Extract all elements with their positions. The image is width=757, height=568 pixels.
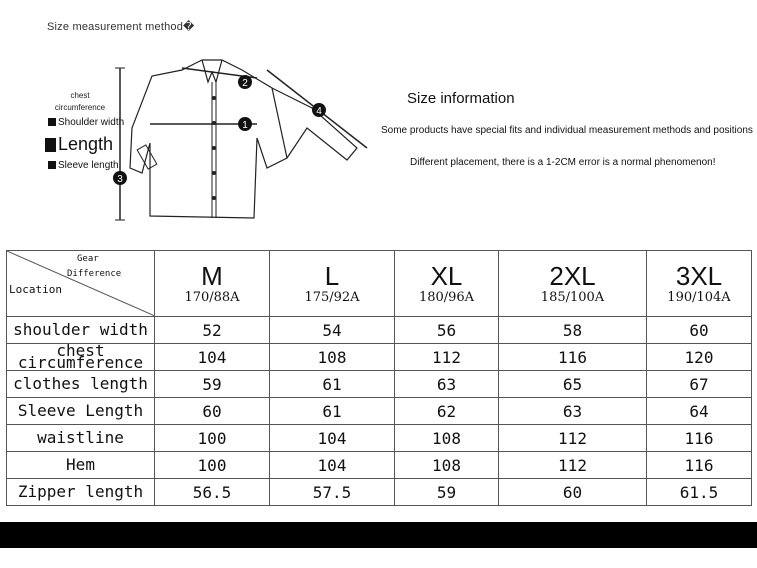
size-info-title: Size information bbox=[407, 90, 515, 107]
size-header-2xl: 2XL 185/100A bbox=[499, 251, 647, 317]
table-row bbox=[7, 452, 752, 479]
svg-text:2: 2 bbox=[242, 78, 248, 89]
square-icon bbox=[48, 118, 56, 126]
size-info-note-2: Different placement, there is a 1-2CM error is a normal phenomenon! bbox=[410, 157, 716, 168]
square-icon bbox=[45, 138, 56, 152]
table-cell: 54 bbox=[270, 317, 395, 344]
size-info-note-1: Some products have special fits and individual measurement methods and positions bbox=[381, 125, 753, 136]
square-icon bbox=[48, 161, 56, 169]
sleeve-label: Sleeve length bbox=[48, 160, 119, 171]
table-cell: 100 bbox=[155, 452, 270, 479]
table-cell: 104 bbox=[270, 425, 395, 452]
table-cell: 112 bbox=[499, 425, 647, 452]
table-cell: 62 bbox=[395, 398, 499, 425]
svg-text:4: 4 bbox=[316, 106, 322, 117]
row-label: clothes length bbox=[7, 371, 155, 398]
shoulder-label: Shoulder width bbox=[48, 117, 124, 128]
marker-1 bbox=[238, 117, 252, 131]
button-dot bbox=[212, 146, 216, 150]
table-cell: 61 bbox=[270, 398, 395, 425]
table-cell: 64 bbox=[647, 398, 752, 425]
size-table bbox=[6, 250, 752, 506]
table-cell: 100 bbox=[155, 425, 270, 452]
corner-gear-label: Gear bbox=[77, 254, 99, 264]
table-cell: 65 bbox=[499, 371, 647, 398]
table-corner-cell bbox=[7, 251, 155, 317]
table-cell: 120 bbox=[647, 344, 752, 371]
table-cell: 59 bbox=[155, 371, 270, 398]
button-dot bbox=[212, 171, 216, 175]
table-cell: 116 bbox=[647, 452, 752, 479]
size-header-3xl: 3XL 190/104A bbox=[647, 251, 752, 317]
table-row bbox=[7, 371, 752, 398]
marker-2 bbox=[238, 75, 252, 89]
button-dot bbox=[212, 196, 216, 200]
table-cell: 104 bbox=[270, 452, 395, 479]
table-cell: 58 bbox=[499, 317, 647, 344]
svg-text:3: 3 bbox=[117, 174, 123, 185]
table-cell: 56 bbox=[395, 317, 499, 344]
table-cell: 63 bbox=[395, 371, 499, 398]
button-dot bbox=[212, 96, 216, 100]
table-cell: 52 bbox=[155, 317, 270, 344]
row-label: Sleeve Length bbox=[7, 398, 155, 425]
size-header-m: M 170/88A bbox=[155, 251, 270, 317]
size-header-xl: XL 180/96A bbox=[395, 251, 499, 317]
shirt-cuff bbox=[137, 145, 157, 169]
row-label: shoulder width bbox=[7, 317, 155, 344]
table-row bbox=[7, 479, 752, 506]
table-row bbox=[7, 344, 752, 371]
table-cell: 112 bbox=[499, 452, 647, 479]
table-header-row bbox=[7, 251, 752, 317]
table-cell: 60 bbox=[155, 398, 270, 425]
table-row bbox=[7, 398, 752, 425]
shirt-outline bbox=[130, 60, 287, 218]
marker-3 bbox=[113, 171, 127, 185]
measurement-method-title: Size measurement method� bbox=[47, 21, 195, 33]
row-label: chest circumference bbox=[7, 344, 155, 371]
table-cell: 61.5 bbox=[647, 479, 752, 506]
table-cell: 116 bbox=[647, 425, 752, 452]
table-cell: 67 bbox=[647, 371, 752, 398]
chest-label: chest circumference bbox=[54, 91, 106, 112]
shirt-diagram bbox=[112, 48, 372, 228]
table-cell: 59 bbox=[395, 479, 499, 506]
table-cell: 108 bbox=[395, 452, 499, 479]
table-cell: 116 bbox=[499, 344, 647, 371]
table-row bbox=[7, 425, 752, 452]
length-label: Length bbox=[45, 134, 113, 155]
table-cell: 57.5 bbox=[270, 479, 395, 506]
svg-text:1: 1 bbox=[242, 120, 248, 131]
row-label: waistline bbox=[7, 425, 155, 452]
table-cell: 60 bbox=[499, 479, 647, 506]
row-label: Zipper length bbox=[7, 479, 155, 506]
table-cell: 104 bbox=[155, 344, 270, 371]
size-header-l: L 175/92A bbox=[270, 251, 395, 317]
corner-location-label: Location bbox=[9, 283, 62, 296]
table-cell: 108 bbox=[270, 344, 395, 371]
bottom-black-bar bbox=[0, 522, 757, 548]
row-label: Hem bbox=[7, 452, 155, 479]
marker-4 bbox=[312, 103, 326, 117]
table-cell: 63 bbox=[499, 398, 647, 425]
table-row bbox=[7, 317, 752, 344]
table-cell: 61 bbox=[270, 371, 395, 398]
table-cell: 56.5 bbox=[155, 479, 270, 506]
table-cell: 108 bbox=[395, 425, 499, 452]
table-cell: 112 bbox=[395, 344, 499, 371]
table-cell: 60 bbox=[647, 317, 752, 344]
corner-difference-label: Difference bbox=[67, 269, 122, 279]
